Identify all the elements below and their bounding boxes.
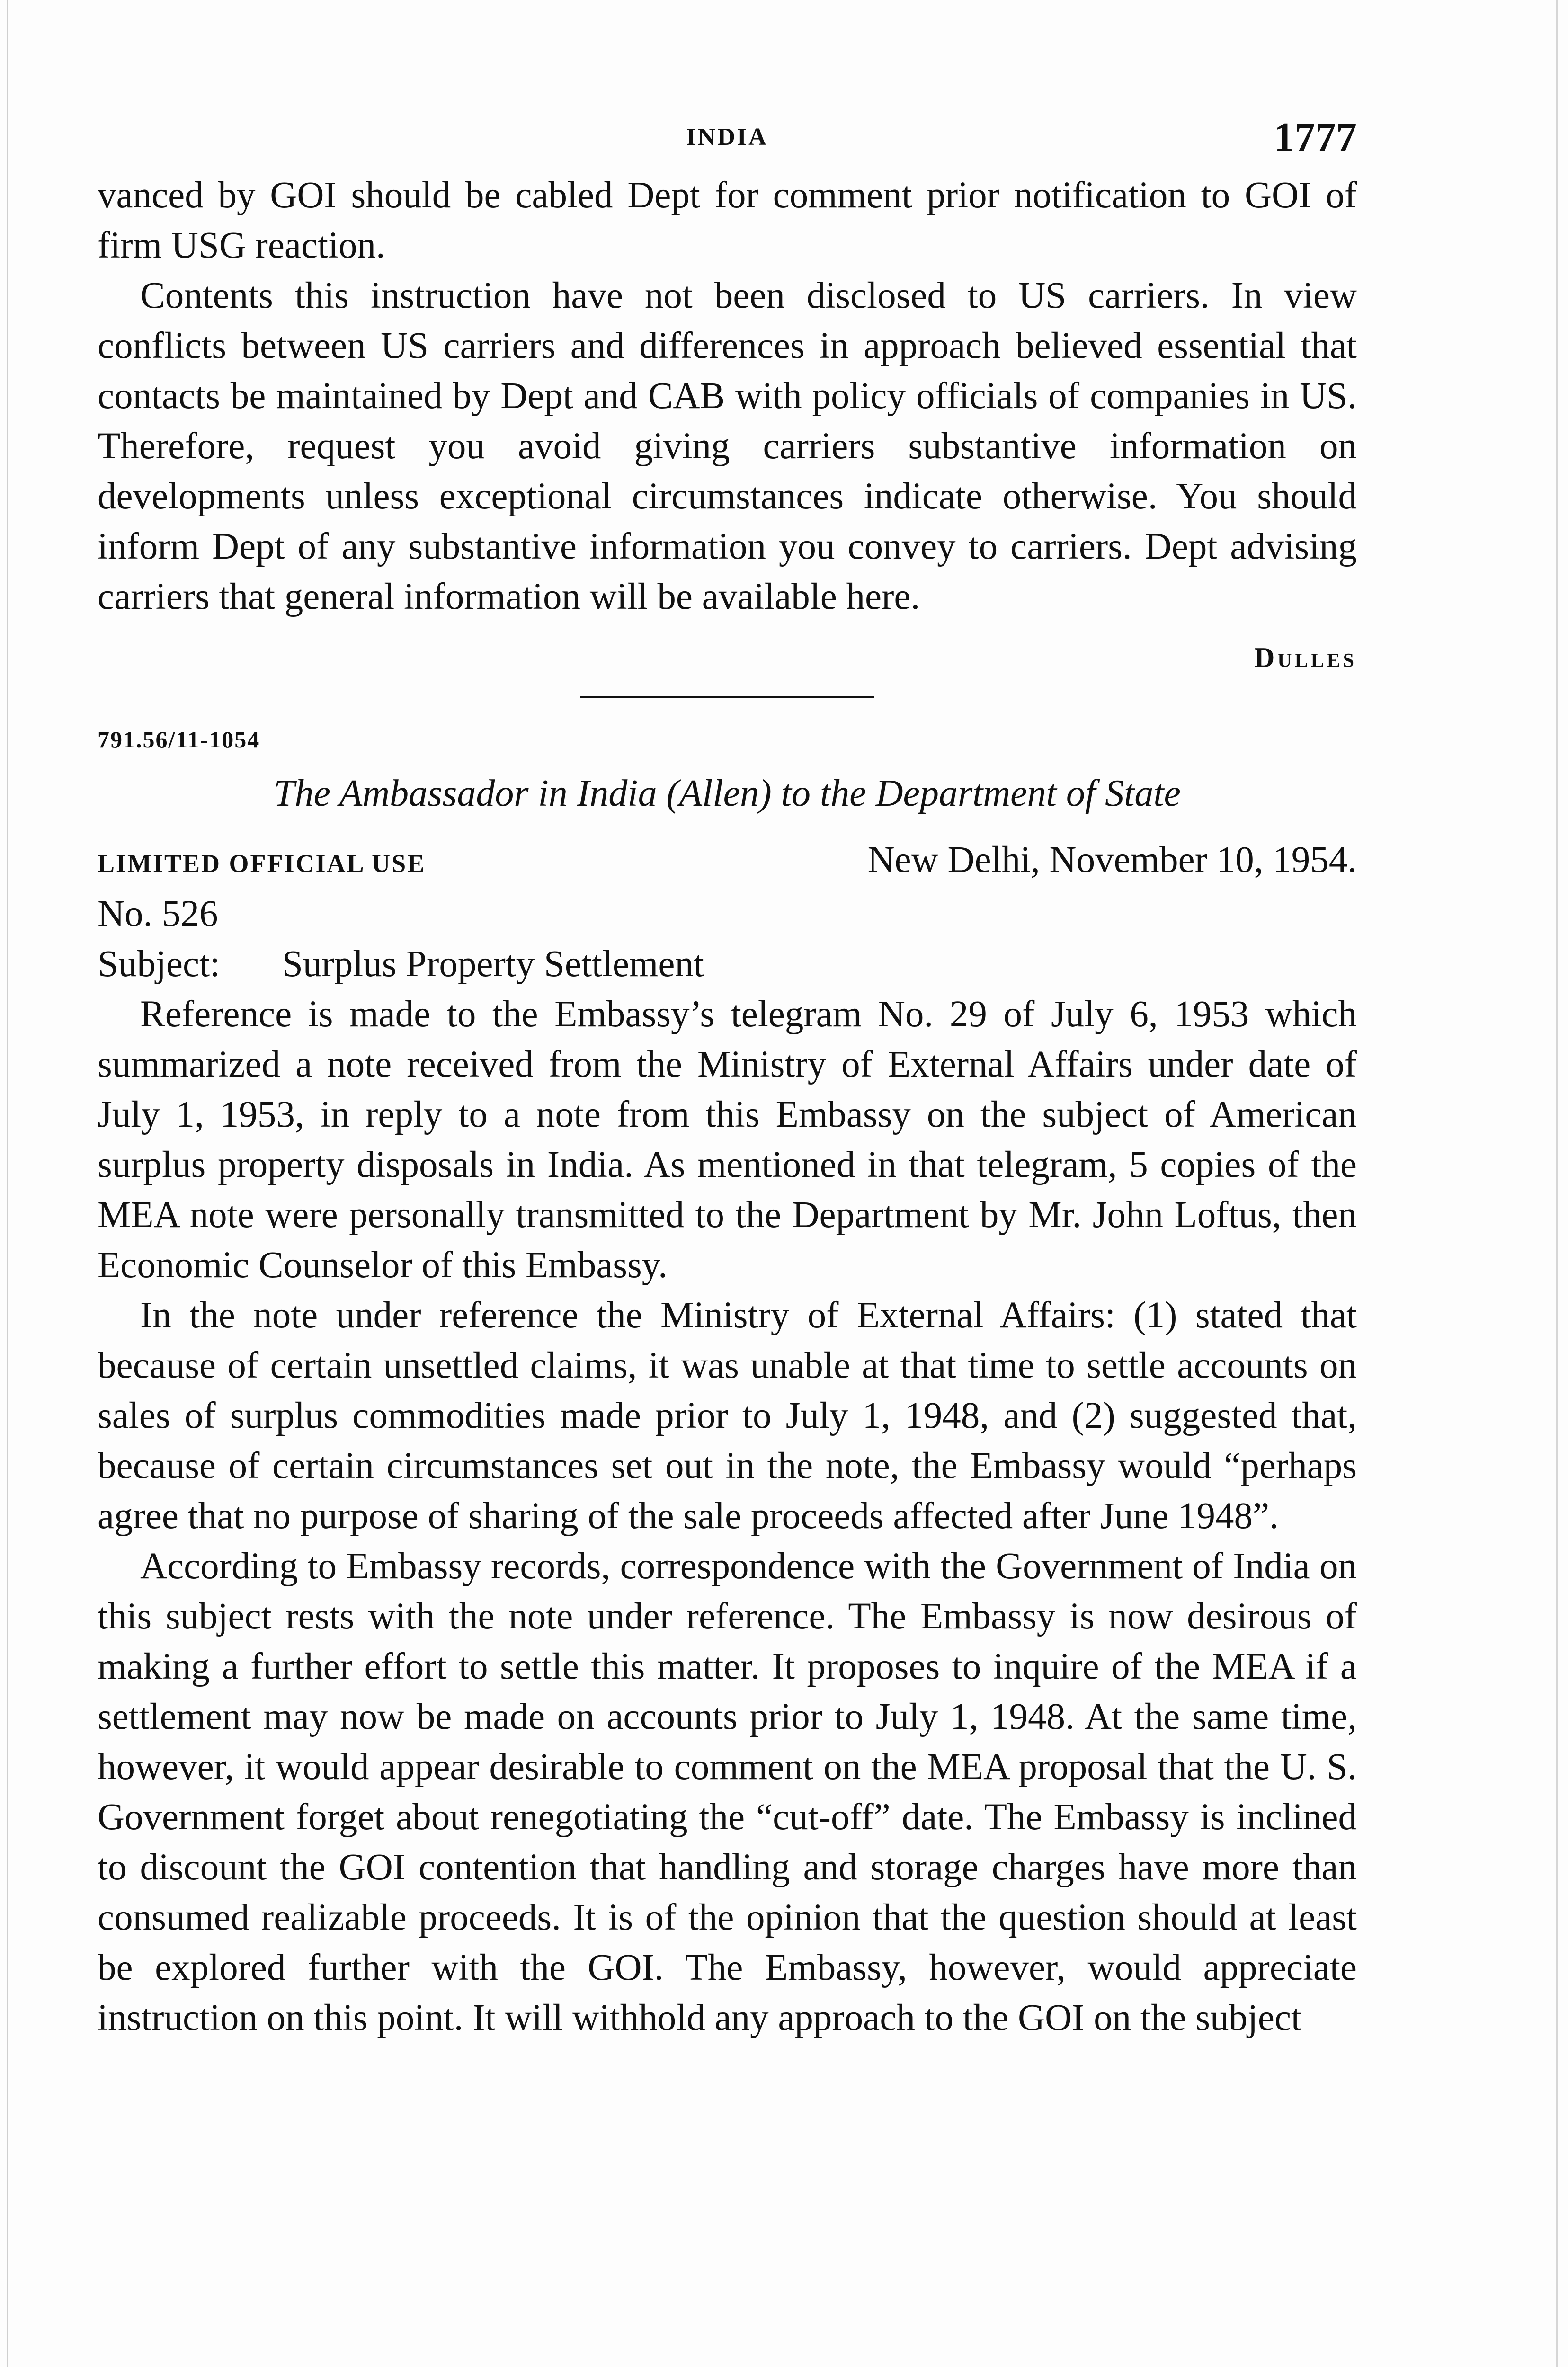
document-number: No. 526 [98,893,218,934]
file-number: 791.56/11-1054 [98,726,260,753]
reference-paragraph: Reference is made to the Embassy’s telegram No. 29 of July 6, 1953 which summarized a note received from the Ministry of External Affairs under date of July 1, 1953, in reply to a note from this Embassy on the subject of American surplus property disposals in India. As mentioned in that telegram, 5 copies of the MEA note were personally transmitted to the Department by Mr. John Loftus, then Economic Counselor of this Embassy. [98,994,1357,1286]
running-head-title: INDIA [686,124,768,151]
document-title: The Ambassador in India (Allen) to the Department of State [273,773,1181,814]
classification: LIMITED OFFICIAL USE [98,849,426,878]
page-edge-left [7,0,8,2367]
section-divider [580,696,874,698]
running-head [98,114,1357,170]
dateline: New Delhi, November 10, 1954. [867,839,1357,881]
subject-label: Subject: [98,943,220,985]
continued-paragraph: vanced by GOI should be cabled Dept for comment prior notification to GOI of firm USG reaction. [98,175,1357,266]
page-edge-right [1556,0,1558,2367]
page-number: 1777 [1274,115,1357,160]
signature: Dulles [1254,642,1357,673]
classification-row [98,839,1357,889]
carriers-paragraph: Contents this instruction have not been disclosed to US carriers. In view conflicts between US carriers and differences in approach believed essential that contacts be maintained by Dept and CAB with policy officials of companies in US. Therefore, request you avoid giving carriers substantive information on developments unless exceptional circumstances indicate otherwise. You should inform Dept of any substantive information you convey to carriers. Dept advising carriers that general information will be available here. [98,275,1357,617]
subject-line [98,939,1357,989]
mea-note-paragraph: In the note under reference the Ministry of External Affairs: (1) stated that because of certain unsettled claims, it was unable at that time to settle accounts on sales of surplus commodities made prior to July 1, 1948, and (2) suggested that, because of certain circumstances set out in the note, the Embassy would “perhaps agree that no purpose of sharing of the sale proceeds affected after June 1948”. [98,1295,1357,1537]
embassy-records-paragraph: According to Embassy records, correspondence with the Government of India on this subject rests with the note under reference. The Embassy is now desirous of making a further effort to settle this matter. It proposes to inquire of the MEA if a settlement may now be made on accounts prior to July 1, 1948. At the same time, however, it would appear desirable to comment on the MEA proposal that the U. S. Government forget about renegotiating the “cut-off” date. The Embassy is inclined to discount the GOI contention that handling and storage charges have more than consumed realizable proceeds. It is of the opinion that the question should at least be explored further with the GOI. The Embassy, however, would appreciate instruction on this point. It will withhold any approach to the GOI on the subject [98,1546,1357,2038]
text-column [98,114,1357,2043]
subject-text: Surplus Property Settlement [282,943,704,985]
